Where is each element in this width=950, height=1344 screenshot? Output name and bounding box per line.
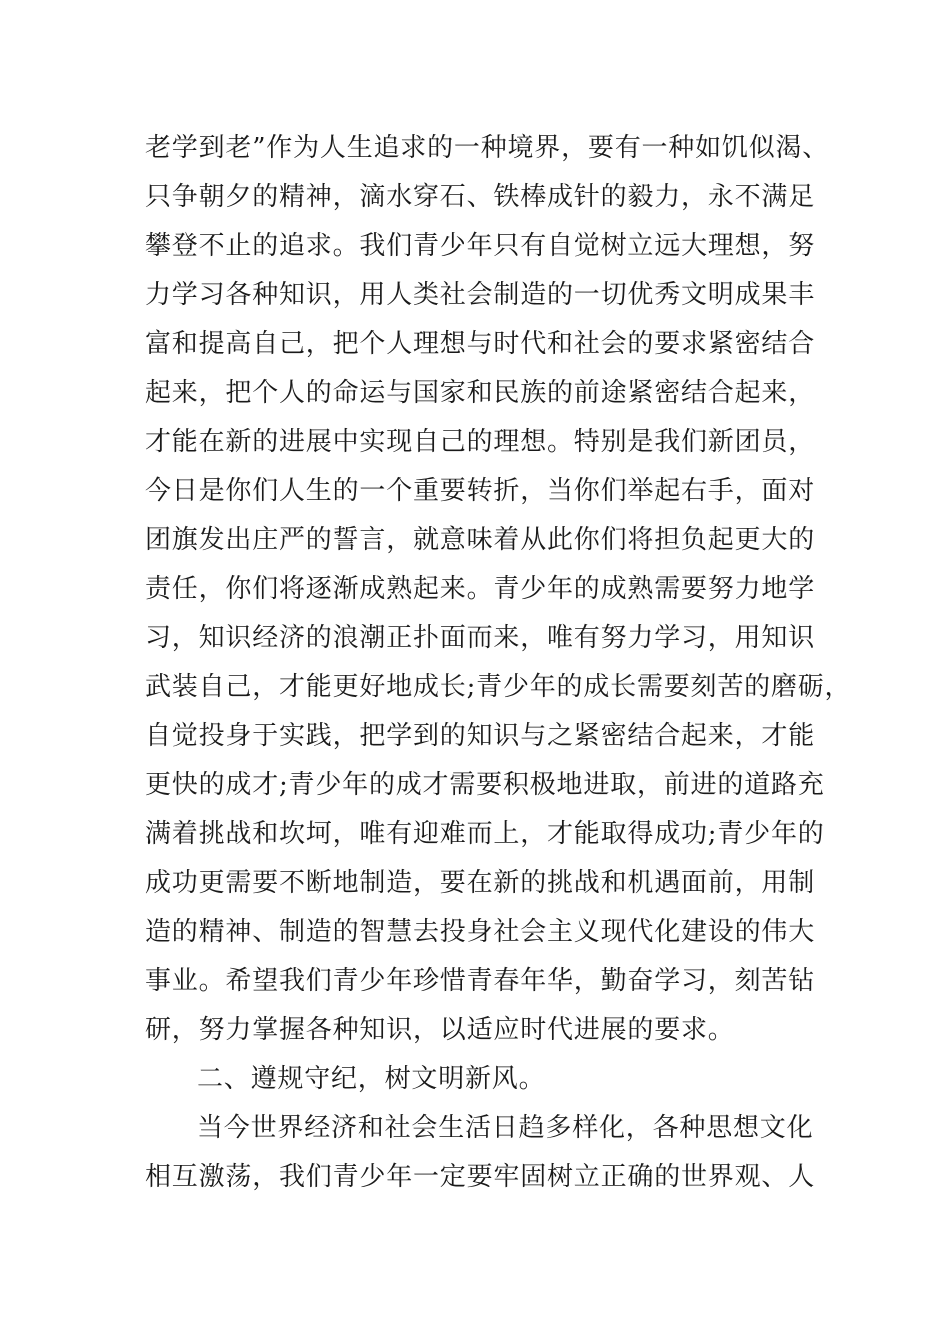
text-line: 研，努力掌握各种知识，以适应时代进展的要求。 bbox=[145, 1015, 735, 1045]
section-heading: 二、遵规守纪，树文明新风。 bbox=[197, 1064, 546, 1094]
text-line: 自觉投身于实践，把学到的知识与之紧密结合起来，才能 bbox=[145, 721, 816, 751]
text-line: 团旗发出庄严的誓言，就意味着从此你们将担负起更大的 bbox=[145, 525, 816, 555]
text-line: 武装自己，才能更好地成长;青少年的成长需要刻苦的磨砺， bbox=[145, 672, 852, 702]
paragraph-first-line: 当今世界经济和社会生活日趋多样化，各种思想文化 bbox=[197, 1113, 814, 1143]
text-line: 今日是你们人生的一个重要转折，当你们举起右手，面对 bbox=[145, 476, 816, 506]
text-line: 成功更需要不断地制造，要在新的挑战和机遇面前，用制 bbox=[145, 868, 816, 898]
text-line: 更快的成才;青少年的成才需要积极地进取，前进的道路充 bbox=[145, 770, 825, 800]
text-line: 力学习各种知识，用人类社会制造的一切优秀文明成果丰 bbox=[145, 280, 816, 310]
text-line: 习，知识经济的浪潮正扑面而来，唯有努力学习，用知识 bbox=[145, 623, 816, 653]
text-line: 攀登不止的追求。我们青少年只有自觉树立远大理想，努 bbox=[145, 231, 816, 261]
text-line: 只争朝夕的精神，滴水穿石、铁棒成针的毅力，永不满足 bbox=[145, 182, 816, 212]
text-line: 责任，你们将逐渐成熟起来。青少年的成熟需要努力地学 bbox=[145, 574, 816, 604]
text-line: 造的精神、制造的智慧去投身社会主义现代化建设的伟大 bbox=[145, 917, 816, 947]
text-line: 起来，把个人的命运与国家和民族的前途紧密结合起来， bbox=[145, 378, 816, 408]
text-line: 满着挑战和坎坷，唯有迎难而上，才能取得成功;青少年的 bbox=[145, 819, 825, 849]
text-line: 事业。希望我们青少年珍惜青春年华，勤奋学习，刻苦钻 bbox=[145, 966, 816, 996]
text-line: 相互激荡，我们青少年一定要牢固树立正确的世界观、人 bbox=[145, 1162, 816, 1192]
text-line: 老学到老”作为人生追求的一种境界，要有一种如饥似渴、 bbox=[145, 133, 830, 163]
document-body bbox=[145, 124, 852, 1202]
text-line: 才能在新的进展中实现自己的理想。特别是我们新团员， bbox=[145, 427, 816, 457]
text-line: 富和提高自己，把个人理想与时代和社会的要求紧密结合 bbox=[145, 329, 816, 359]
